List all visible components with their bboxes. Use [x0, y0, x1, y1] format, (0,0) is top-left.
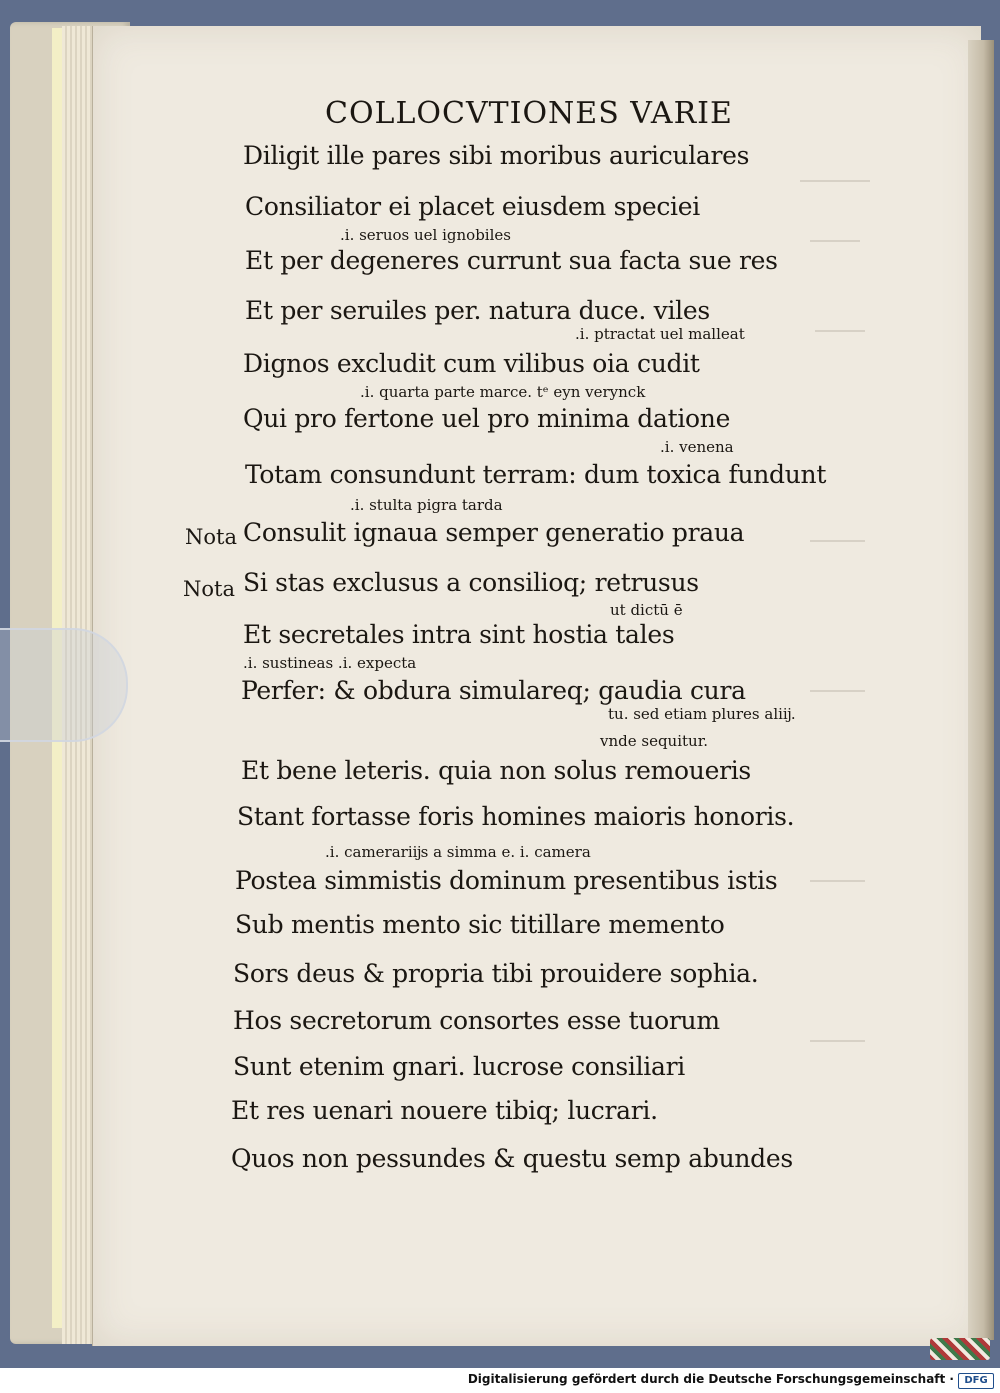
verse-line: Et bene leteris. quia non solus remoueris	[241, 756, 751, 785]
verse-line: Sors deus & propria tibi prouidere sophia.	[233, 959, 759, 988]
verse-line: Et per degeneres currunt sua facta sue res	[245, 246, 778, 275]
gloss: tu. sed etiam plures aliĳ.	[608, 705, 796, 723]
gloss: .i. venena	[660, 438, 734, 456]
verse-line: Hos secretorum consortes esse tuorum	[233, 1006, 720, 1035]
verse-line: Sunt etenim gnari. lucrose consiliari	[233, 1052, 685, 1081]
verse-line: Sub mentis mento sic titillare memento	[235, 910, 725, 939]
gloss: .i. seruos uel ignobiles	[340, 226, 511, 244]
dfg-logo: DFG	[958, 1373, 994, 1389]
verse-line: Et secretales intra sint hostia tales	[243, 620, 675, 649]
bookmark-ribbon	[930, 1338, 990, 1360]
verse-line: Consulit ignaua semper generatio praua	[243, 518, 745, 547]
verse-line: Dignos excludit cum vilibus oia cudit	[243, 349, 700, 378]
gloss: .i. stulta pigra tarda	[350, 496, 503, 514]
verse-line: Stant fortasse foris homines maioris honoris.	[237, 802, 795, 831]
verse-line: Si stas exclusus a consilioq; retrusus	[243, 568, 699, 597]
verse-line: Postea simmistis dominum presentibus istis	[235, 866, 778, 895]
verse-line: Perfer: & obdura simulareq; gaudia cura	[241, 676, 746, 705]
page-title: COLLOCVTIONES VARIE	[325, 96, 733, 131]
margin-note: Nota	[183, 577, 235, 601]
page-gutter-edge	[968, 40, 994, 1340]
verse-line: Quos non pessundes & questu semp abundes	[231, 1144, 793, 1173]
gloss: .i. camerariĳs a simma e. i. camera	[325, 843, 591, 861]
gloss: vnde sequitur.	[600, 732, 708, 750]
gloss: ut dictū ē	[610, 601, 683, 619]
verse-line: Qui pro fertone uel pro minima datione	[243, 404, 731, 433]
verse-line: Diligit ille pares sibi moribus auriculares	[243, 141, 750, 170]
gloss: .i. quarta parte marce. tᵉ eyn verynck	[360, 383, 646, 401]
footer-bar	[0, 1368, 1000, 1393]
verse-line: Totam consundunt terram: dum toxica fundunt	[245, 460, 827, 489]
verse-line: Et res uenari nouere tibiq; lucrari.	[231, 1096, 658, 1125]
page-clip	[0, 628, 128, 742]
gloss: .i. sustineas .i. expecta	[243, 654, 417, 672]
verse-line: Consiliator ei placet eiusdem speciei	[245, 192, 700, 221]
funding-credit: Digitalisierung gefördert durch die Deutsche Forschungsgemeinschaft ·	[467, 1372, 954, 1386]
verse-line: Et per seruiles per. natura duce. viles	[245, 296, 710, 325]
margin-note: Nota	[185, 525, 237, 549]
gloss: .i. ptractat uel malleat	[575, 325, 745, 343]
